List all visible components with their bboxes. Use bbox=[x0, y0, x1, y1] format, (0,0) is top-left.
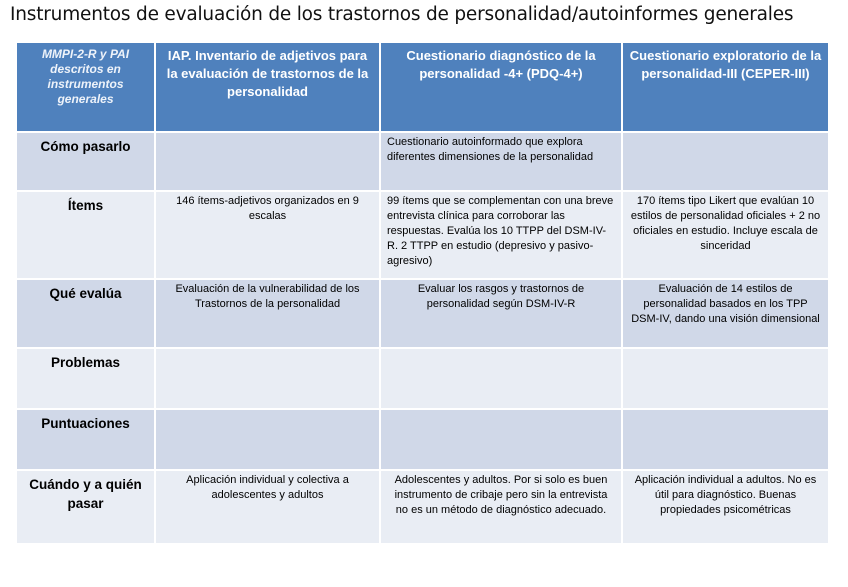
table-cell bbox=[156, 133, 379, 190]
table-row-que-evalua bbox=[17, 280, 828, 347]
table-cell: Adolescentes y adultos. Por si solo es buen instrumento de cribaje pero sin la entrevista no es un método de diagnóstico adecuado. bbox=[381, 471, 621, 543]
table-cell: Aplicación individual a adultos. No es útil para diagnóstico. Buenas propiedades psicométricas bbox=[623, 471, 828, 543]
table-cell bbox=[623, 410, 828, 469]
table-row-cuando-pasar bbox=[17, 471, 828, 543]
table-cell bbox=[156, 410, 379, 469]
table-row-puntuaciones bbox=[17, 410, 828, 469]
header-cell-general: MMPI-2-R y PAI descritos en instrumentos generales bbox=[17, 43, 154, 131]
table-cell: Evaluación de 14 estilos de personalidad basados en los TPP DSM-IV, dando una visión dimensional bbox=[623, 280, 828, 347]
table-cell: Evaluación de la vulnerabilidad de los Trastornos de la personalidad bbox=[156, 280, 379, 347]
table-row-items bbox=[17, 192, 828, 278]
row-label: Problemas bbox=[17, 349, 154, 408]
page-title: Instrumentos de evaluación de los trastornos de personalidad/autoinformes generales bbox=[10, 4, 794, 25]
row-label: Ítems bbox=[17, 192, 154, 278]
table-cell bbox=[156, 349, 379, 408]
row-label: Cuándo y a quién pasar bbox=[17, 471, 154, 543]
row-label: Cómo pasarlo bbox=[17, 133, 154, 190]
table-cell bbox=[381, 410, 621, 469]
table-cell: Aplicación individual y colectiva a adolescentes y adultos bbox=[156, 471, 379, 543]
table-header-row bbox=[17, 43, 828, 131]
table-cell bbox=[381, 349, 621, 408]
table-cell: 99 ítems que se complementan con una breve entrevista clínica para corroborar las respuestas. Evalúa los 10 TTPP del DSM-IV-R. 2 TTPP en estudio (depresivo y pasivo-agresivo) bbox=[381, 192, 621, 278]
table-row-como-pasarlo bbox=[17, 133, 828, 190]
table-cell: 146 ítems-adjetivos organizados en 9 escalas bbox=[156, 192, 379, 278]
header-cell-pdq: Cuestionario diagnóstico de la personalidad -4+ (PDQ-4+) bbox=[381, 43, 621, 131]
row-label: Qué evalúa bbox=[17, 280, 154, 347]
header-cell-iap: IAP. Inventario de adjetivos para la evaluación de trastornos de la personalidad bbox=[156, 43, 379, 131]
table-row-problemas bbox=[17, 349, 828, 408]
table-cell: 170 ítems tipo Likert que evalúan 10 estilos de personalidad oficiales + 2 no oficiales en estudio. Incluye escala de sinceridad bbox=[623, 192, 828, 278]
table-cell bbox=[623, 349, 828, 408]
table-cell bbox=[623, 133, 828, 190]
comparison-table bbox=[15, 41, 830, 545]
row-label: Puntuaciones bbox=[17, 410, 154, 469]
table-cell: Cuestionario autoinformado que explora diferentes dimensiones de la personalidad bbox=[381, 133, 621, 190]
table-cell: Evaluar los rasgos y trastornos de personalidad según DSM-IV-R bbox=[381, 280, 621, 347]
header-cell-ceper: Cuestionario exploratorio de la personalidad-III (CEPER-III) bbox=[623, 43, 828, 131]
